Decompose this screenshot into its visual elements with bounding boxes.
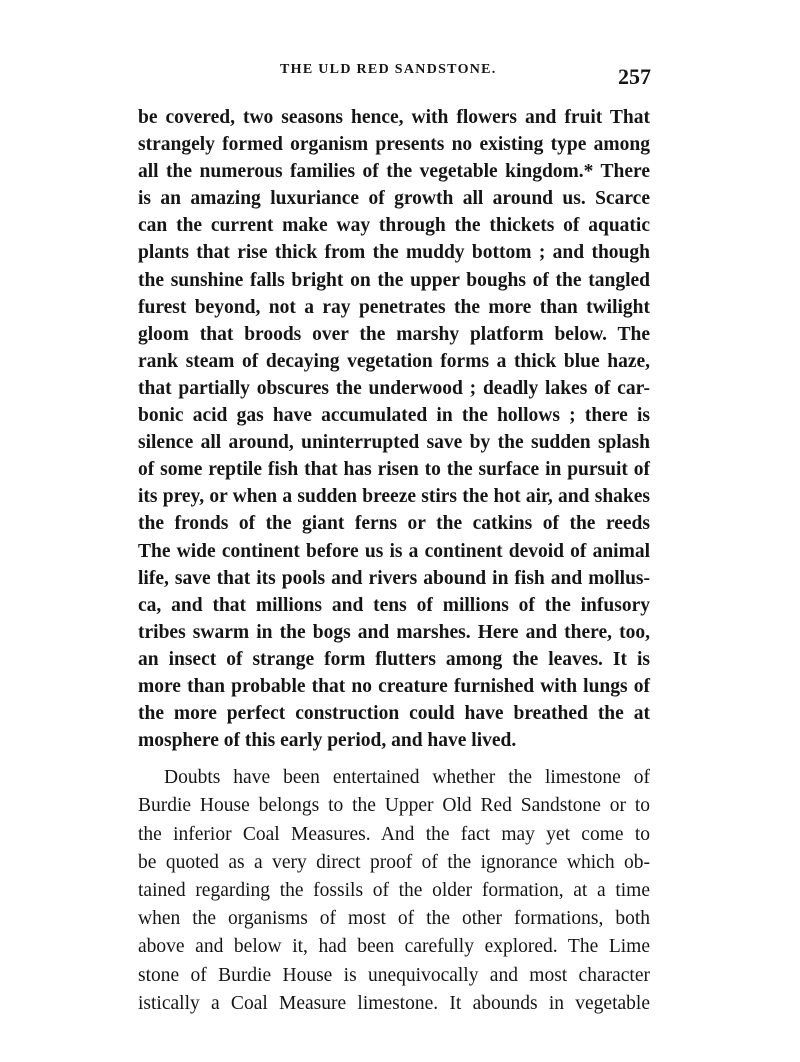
text-line: silence all around, uninterrupted save by the sudden splash bbox=[138, 432, 650, 454]
text-line: is an amazing luxuriance of growth all around us. Scarce bbox=[138, 188, 650, 210]
text-line: its prey, or when a sudden breeze stirs the hot air, and shakes bbox=[138, 486, 650, 508]
text-line: more than probable that no creature furnished with lungs of bbox=[138, 675, 650, 697]
text-line: rank steam of decaying vegetation forms a thick blue haze, bbox=[138, 350, 650, 372]
page-number: 257 bbox=[618, 64, 651, 89]
text-line: the more perfect construction could have breathed the at bbox=[138, 703, 650, 725]
text-line: The wide continent before us is a continent devoid of animal bbox=[138, 540, 650, 562]
paragraph bbox=[138, 764, 650, 1018]
text-line: be quoted as a very direct proof of the ignorance which ob- bbox=[138, 851, 650, 873]
text-line: ca, and that millions and tens of millions of the infusory bbox=[138, 594, 650, 616]
paragraph bbox=[138, 104, 650, 754]
text-line: Burdie House belongs to the Upper Old Red Sandstone or to bbox=[138, 795, 650, 817]
text-line: all the numerous families of the vegetable kingdom.* There bbox=[138, 161, 650, 183]
text-line: gloom that broods over the marshy platform below. The bbox=[138, 323, 650, 345]
text-line: the fronds of the giant ferns or the catkins of the reeds bbox=[138, 513, 650, 535]
text-line: Doubts have been entertained whether the limestone of bbox=[164, 767, 650, 789]
text-line: plants that rise thick from the muddy bottom ; and though bbox=[138, 242, 650, 264]
text-line: that partially obscures the underwood ; deadly lakes of car- bbox=[138, 377, 650, 399]
text-line: life, save that its pools and rivers abound in fish and mollus- bbox=[138, 567, 650, 589]
text-line: istically a Coal Measure limestone. It abounds in vegetable bbox=[138, 992, 650, 1014]
text-line: above and below it, had been carefully explored. The Lime bbox=[138, 936, 650, 958]
text-line: strangely formed organism presents no existing type among bbox=[138, 134, 650, 156]
text-line: bonic acid gas have accumulated in the hollows ; there is bbox=[138, 405, 650, 427]
running-title: THE ULD RED SANDSTONE. bbox=[280, 62, 497, 77]
text-line: of some reptile fish that has risen to the surface in pursuit of bbox=[138, 459, 650, 481]
text-line: can the current make way through the thickets of aquatic bbox=[138, 215, 650, 237]
text-line: tribes swarm in the bogs and marshes. Here and there, too, bbox=[138, 621, 650, 643]
text-line: furest beyond, not a ray penetrates the more than twilight bbox=[138, 296, 650, 318]
page-header bbox=[0, 62, 800, 92]
text-line: tained regarding the fossils of the older formation, at a time bbox=[138, 880, 650, 901]
text-line: an insect of strange form flutters among the leaves. It is bbox=[138, 648, 650, 670]
text-line: the inferior Coal Measures. And the fact may yet come to bbox=[138, 823, 650, 845]
text-line: be covered, two seasons hence, with flowers and fruit That bbox=[138, 107, 650, 128]
text-line: the sunshine falls bright on the upper boughs of the tangled bbox=[138, 269, 650, 291]
text-line: when the organisms of most of the other formations, both bbox=[138, 908, 650, 930]
body-text bbox=[138, 104, 650, 1018]
text-line: mosphere of this early period, and have lived. bbox=[138, 730, 517, 752]
text-line: stone of Burdie House is unequivocally and most character bbox=[138, 964, 650, 986]
